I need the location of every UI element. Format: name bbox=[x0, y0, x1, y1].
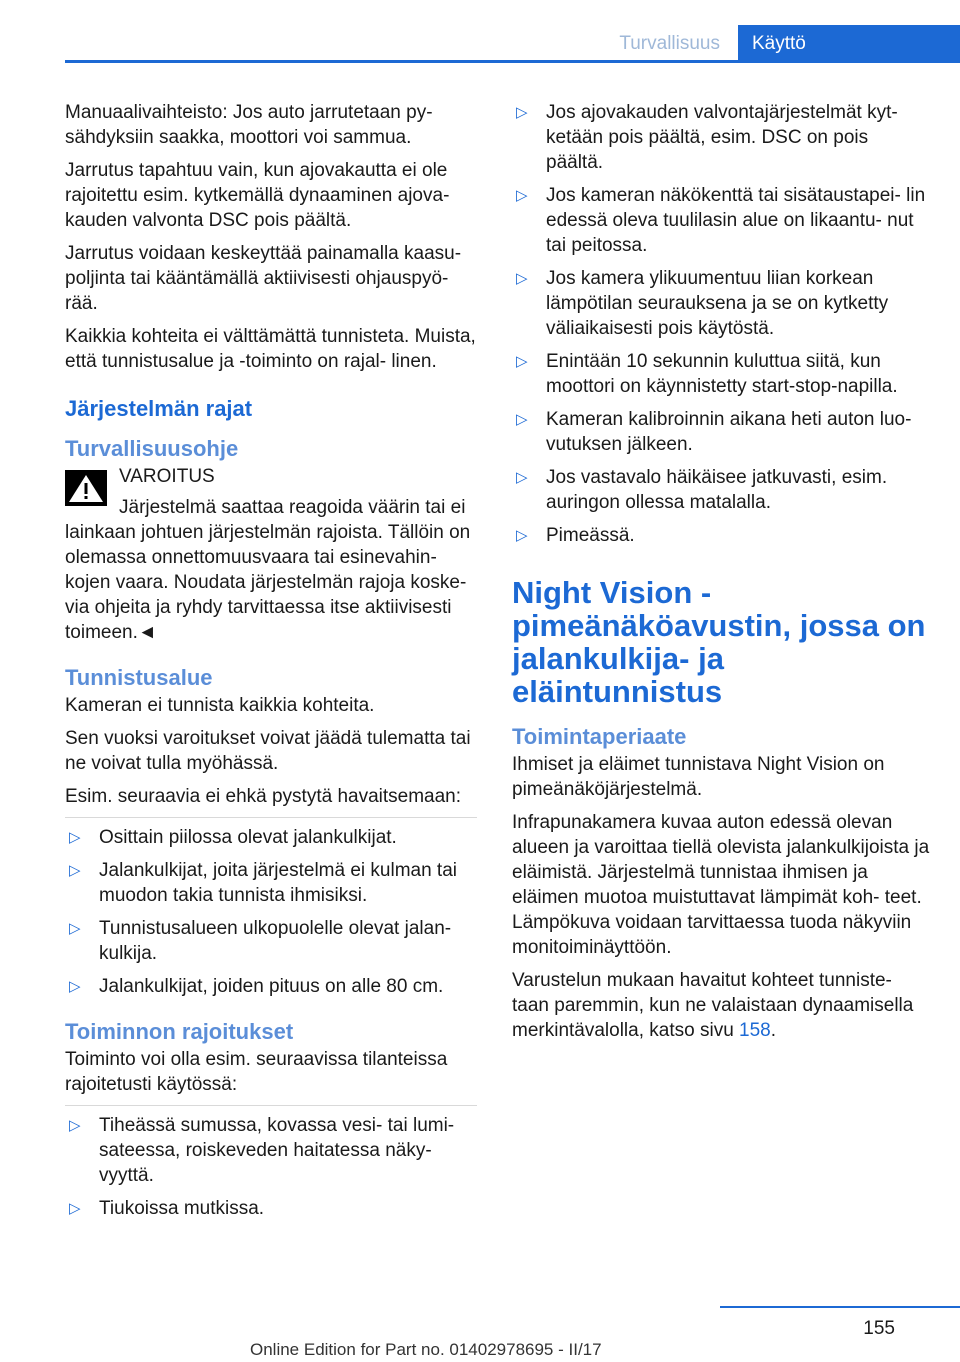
list-item: ▷ Kameran kalibroinnin aikana heti auton luo‐ vutuksen jälkeen. bbox=[516, 409, 912, 455]
right-column bbox=[512, 100, 930, 1051]
triangle-bullet-icon: ▷ bbox=[516, 104, 528, 121]
warning-block bbox=[65, 464, 477, 645]
triangle-bullet-icon: ▷ bbox=[516, 469, 528, 486]
page-header bbox=[65, 25, 960, 63]
paragraph: Kaikkia kohteita ei välttämättä tunnisteta. Muista, että tunnistusalue ja -toiminto on rajal‐ linen. bbox=[65, 326, 476, 372]
subheading-function-limits: Toiminnon rajoitukset bbox=[65, 1019, 294, 1044]
subheading-detection-area: Tunnistusalue bbox=[65, 665, 213, 690]
triangle-bullet-icon: ▷ bbox=[516, 411, 528, 428]
paragraph: Ihmiset ja eläimet tunnistava Night Vision on pimeänäköjärjestelmä. bbox=[512, 754, 885, 800]
footer-rule bbox=[720, 1306, 960, 1308]
chapter-tab[interactable]: Käyttö bbox=[738, 25, 960, 63]
detection-list bbox=[65, 825, 477, 999]
paragraph: Sen vuoksi varoitukset voivat jäädä tulematta tai ne voivat tulla myöhässä. bbox=[65, 728, 471, 774]
warning-icon bbox=[65, 470, 107, 506]
list-separator bbox=[65, 817, 477, 818]
paragraph: Esim. seuraavia ei ehkä pystytä havaitsemaan: bbox=[65, 786, 462, 807]
section-tab[interactable]: Turvallisuus bbox=[619, 33, 720, 54]
list-item: ▷ Pimeässä. bbox=[516, 525, 635, 546]
paragraph: Toiminto voi olla esim. seuraavissa tilanteissa rajoitetusti käytössä: bbox=[65, 1049, 448, 1095]
paragraph: Jarrutus tapahtuu vain, kun ajovakautta ei ole rajoitettu esim. kytkemällä dynaaminen ajova‐ kauden valvonta DSC pois päältä. bbox=[65, 160, 450, 231]
list-item: ▷ Enintään 10 sekunnin kuluttua siitä, kun moottori on käynnistetty start-stop-napilla. bbox=[516, 351, 898, 397]
triangle-bullet-icon: ▷ bbox=[69, 1200, 81, 1217]
list-item: ▷ Tiheässä sumussa, kovassa vesi- tai lumi‐ sateessa, roiskeveden haitatessa näky‐ vyyttä. bbox=[69, 1115, 455, 1186]
list-item: ▷ Jos kamera ylikuumentuu liian korkean lämpötilan seurauksena ja se on kytketty väliaikaisesti pois käytöstä. bbox=[516, 268, 889, 339]
paragraph: Jarrutus voidaan keskeyttää painamalla kaasu‐ poljinta tai kääntämällä aktiivisesti ohjauspyö‐ rää. bbox=[65, 243, 462, 314]
list-item: ▷ Jos ajovakauden valvontajärjestelmät kyt‐ ketään pois päältä, esim. DSC on pois päältä. bbox=[516, 102, 898, 173]
page-link[interactable]: 158 bbox=[739, 1020, 771, 1041]
triangle-bullet-icon: ▷ bbox=[69, 978, 81, 995]
section-heading-night-vision: Night Vision - pimeänäköavustin, jossa on jalankulkija- ja eläintunnistus bbox=[512, 575, 926, 709]
list-item: ▷ Jalankulkijat, joita järjestelmä ei kulman tai muodon takia tunnista ihmisiksi. bbox=[69, 860, 457, 906]
list-item: ▷ Jos kameran näkökenttä tai sisätaustapei‐ lin edessä oleva tuulilasin alue on likaantu‐ nut tai peitossa. bbox=[516, 185, 926, 256]
warning-title: VAROITUS bbox=[119, 466, 215, 487]
header-rule bbox=[65, 60, 960, 63]
list-item: ▷ Jos vastavalo häikäisee jatkuvasti, esim. auringon ollessa matalalla. bbox=[516, 467, 888, 513]
subheading-principle: Toimintaperiaate bbox=[512, 724, 687, 749]
triangle-bullet-icon: ▷ bbox=[516, 187, 528, 204]
triangle-bullet-icon: ▷ bbox=[516, 527, 528, 544]
page-number: 155 bbox=[863, 1318, 895, 1339]
paragraph: Infrapunakamera kuvaa auton edessä olevan alueen ja varoittaa tiellä olevista jalankulkijoista ja eläimistä. Järjestelmä tunnistaa ihmisen ja eläimen muotoa muistuttavat lämpimät koh‐ teet. Lämpökuva voidaan tarvittaessa tuoda näkyviin monitoiminäyttöön. bbox=[512, 812, 930, 958]
list-item: ▷ Jalankulkijat, joiden pituus on alle 80 cm. bbox=[69, 976, 444, 997]
list-separator bbox=[65, 1105, 477, 1106]
triangle-bullet-icon: ▷ bbox=[516, 270, 528, 287]
section-heading-system-limits: Järjestelmän rajat bbox=[65, 396, 253, 421]
subheading-safety: Turvallisuusohje bbox=[65, 436, 239, 461]
triangle-bullet-icon: ▷ bbox=[69, 1117, 81, 1134]
list-item: ▷ Osittain piilossa olevat jalankulkijat. bbox=[69, 827, 397, 848]
triangle-bullet-icon: ▷ bbox=[516, 353, 528, 370]
paragraph: Manuaalivaihteisto: Jos auto jarrutetaan py‐ sähdyksiin saakka, moottori voi sammua. bbox=[65, 102, 433, 148]
paragraph: Kameran ei tunnista kaikkia kohteita. bbox=[65, 695, 375, 716]
triangle-bullet-icon: ▷ bbox=[69, 920, 81, 937]
list-item: ▷ Tiukoissa mutkissa. bbox=[69, 1198, 265, 1219]
triangle-bullet-icon: ▷ bbox=[69, 862, 81, 879]
limits-list bbox=[65, 1113, 477, 1221]
edition-footer: Online Edition for Part no. 01402978695 - II/17 bbox=[250, 1340, 602, 1359]
paragraph: Varustelun mukaan havaitut kohteet tunniste‐ taan paremmin, kun ne valaistaan dynaamisella merkintävalolla, katso sivu 158. bbox=[512, 970, 914, 1041]
left-column bbox=[65, 100, 477, 1229]
list-item: ▷ Tunnistusalueen ulkopuolelle olevat jalan‐ kulkija. bbox=[69, 918, 452, 964]
triangle-bullet-icon: ▷ bbox=[69, 829, 81, 846]
warning-text: Järjestelmä saattaa reagoida väärin tai ei lainkaan johtuen järjestelmän rajoista. Tällöin on olemassa onnettomuusvaara tai esinevahin‐ kojen vaara. Noudata järjestelmän rajoja koske‐ via ohjeita ja ryhdy tarvittaessa itse aktiivisesti toimeen.◄ bbox=[65, 497, 471, 643]
limits-list-continued bbox=[512, 100, 930, 548]
